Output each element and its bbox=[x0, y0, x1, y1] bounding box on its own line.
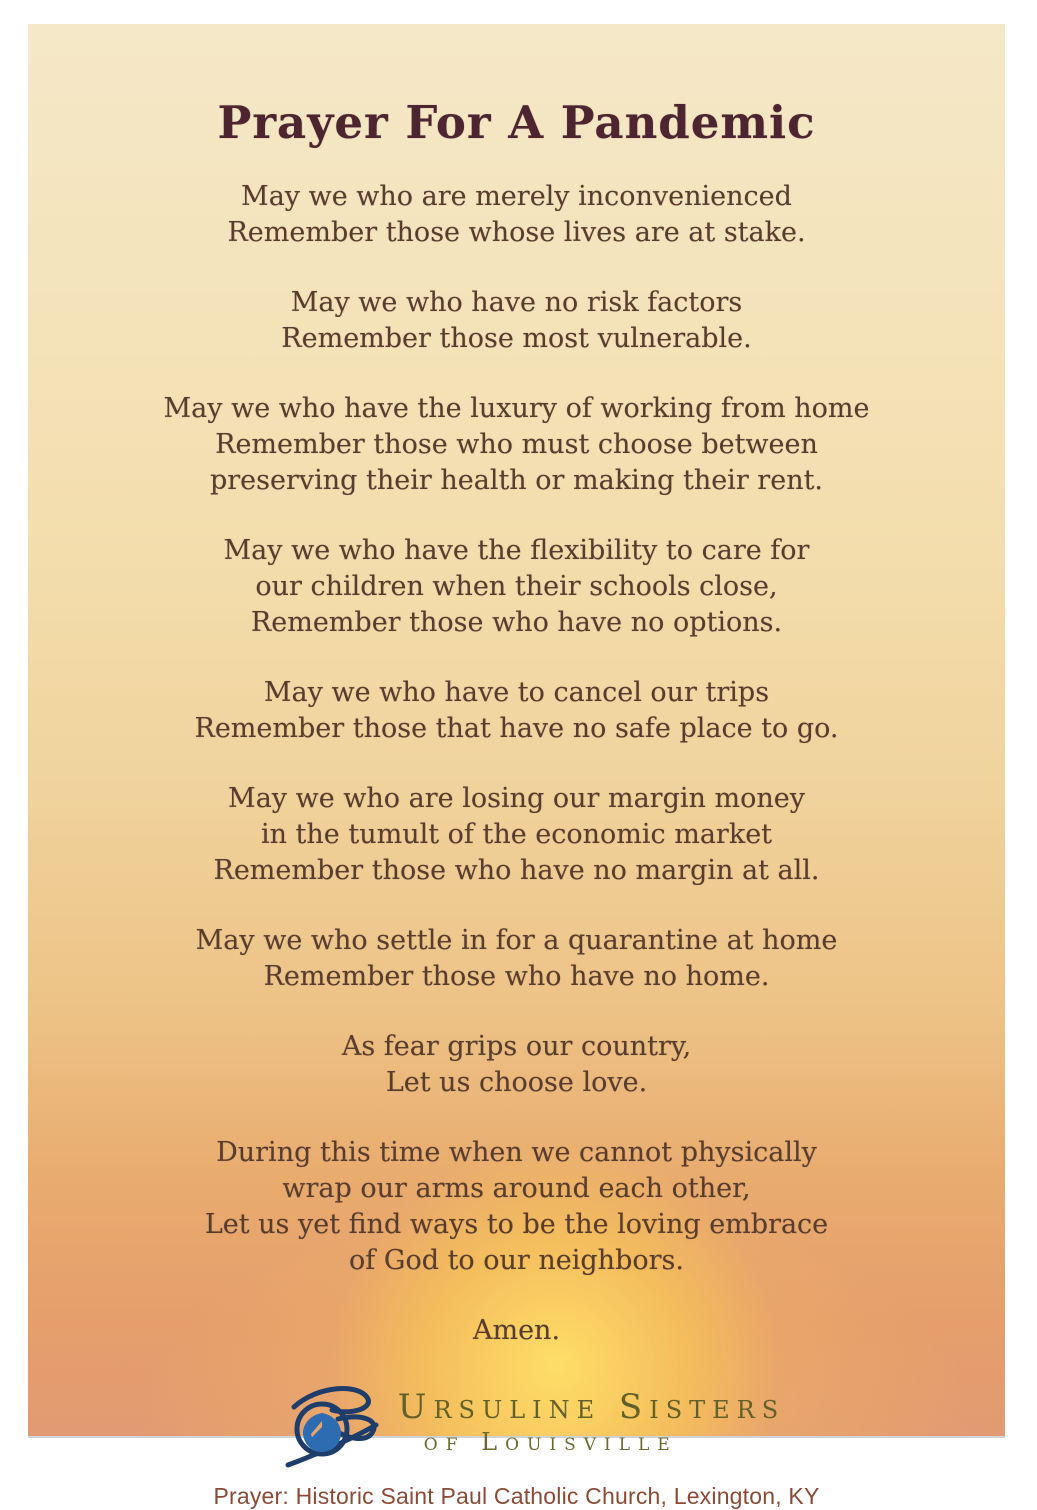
prayer-card bbox=[28, 24, 1005, 1509]
prayer-line: wrap our arms around each other, bbox=[282, 1173, 751, 1204]
prayer-line: Let us yet find ways to be the loving embrace bbox=[204, 1209, 829, 1240]
prayer-stanza bbox=[87, 285, 947, 357]
prayer-line: Remember those whose lives are at stake. bbox=[227, 217, 806, 248]
attribution-caption: Prayer: Historic Saint Paul Catholic Church, Lexington, KY bbox=[213, 1483, 820, 1509]
prayer-stanza bbox=[87, 533, 947, 641]
logo-org-name: Ursuline Sisters bbox=[397, 1387, 786, 1427]
prayer-line: Remember those who must choose between bbox=[215, 429, 818, 460]
prayer-line: of God to our neighbors. bbox=[349, 1245, 684, 1276]
prayer-line: Remember those who have no margin at all. bbox=[213, 855, 820, 886]
logo-wordmark bbox=[397, 1387, 786, 1456]
prayer-line: Remember those that have no safe place to go. bbox=[194, 713, 839, 744]
prayer-line: May we who have the luxury of working from home bbox=[163, 393, 870, 424]
prayer-line: Remember those who have no options. bbox=[250, 607, 783, 638]
prayer-stanza bbox=[87, 675, 947, 747]
prayer-line: preserving their health or making their rent. bbox=[209, 465, 824, 496]
prayer-line: Remember those most vulnerable. bbox=[281, 323, 752, 354]
prayer-stanza bbox=[87, 179, 947, 251]
prayer-line: May we who have no risk factors bbox=[290, 287, 743, 318]
prayer-line: May we who have to cancel our trips bbox=[263, 677, 770, 708]
globe-swoosh-icon bbox=[280, 1377, 384, 1469]
prayer-line: Remember those who have no home. bbox=[263, 961, 770, 992]
prayer-line: May we who are losing our margin money bbox=[228, 783, 805, 814]
ursuline-sisters-logo bbox=[44, 1377, 1021, 1469]
prayer-stanza bbox=[87, 781, 947, 889]
logo-org-location: of Louisville bbox=[423, 1428, 678, 1456]
prayer-line: in the tumult of the economic market bbox=[260, 819, 773, 850]
prayer-stanza bbox=[87, 391, 947, 499]
prayer-line: May we who settle in for a quarantine at home bbox=[195, 925, 838, 956]
prayer-line: As fear grips our country, bbox=[341, 1031, 692, 1062]
prayer-stanza bbox=[87, 1029, 947, 1101]
amen-line: Amen. bbox=[472, 1315, 561, 1346]
prayer-line: May we who have the flexibility to care for bbox=[223, 535, 810, 566]
page-title: Prayer For A Pandemic bbox=[217, 96, 816, 149]
prayer-line: May we who are merely inconvenienced bbox=[241, 181, 792, 212]
prayer-line: During this time when we cannot physically bbox=[216, 1137, 817, 1168]
prayer-line: our children when their schools close, bbox=[255, 571, 778, 602]
prayer-body bbox=[28, 179, 1005, 1279]
prayer-stanza bbox=[87, 923, 947, 995]
prayer-line: Let us choose love. bbox=[385, 1067, 648, 1098]
prayer-stanza bbox=[87, 1135, 947, 1279]
